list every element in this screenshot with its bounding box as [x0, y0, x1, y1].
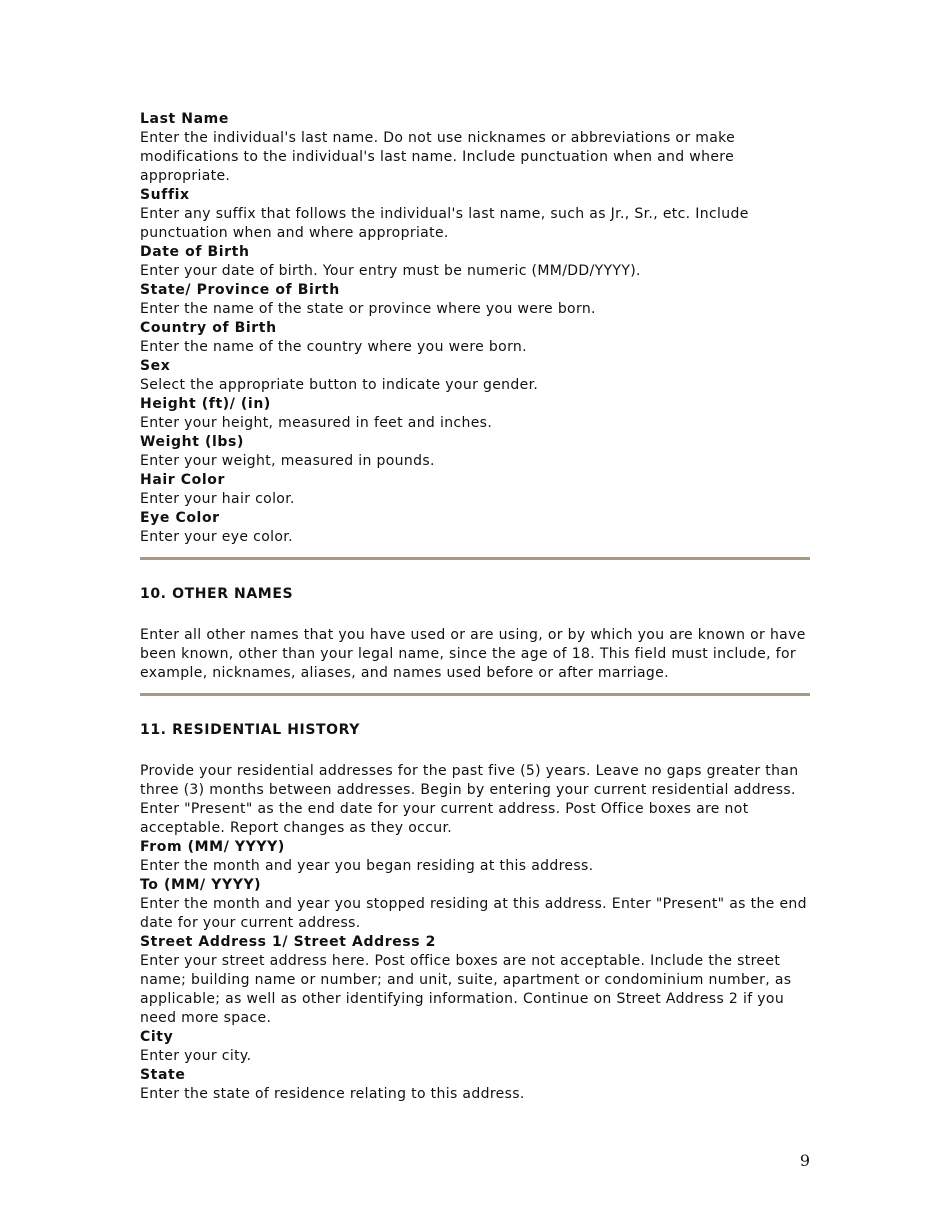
- section-title: 10. OTHER NAMES: [140, 586, 294, 602]
- section-divider: [140, 693, 810, 696]
- field-label: From (MM/ YYYY): [140, 839, 285, 855]
- field-label: To (MM/ YYYY): [140, 877, 262, 893]
- field-country-of-birth: [140, 319, 812, 357]
- field-suffix: [140, 186, 812, 243]
- field-description: Enter the name of the state or province where you were born.: [140, 301, 596, 317]
- section-divider: [140, 557, 810, 560]
- field-street-address: [140, 933, 812, 1028]
- field-description: Select the appropriate button to indicate your gender.: [140, 377, 539, 393]
- field-sex: [140, 357, 812, 395]
- field-description: Enter your city.: [140, 1048, 252, 1064]
- field-description: Enter the month and year you stopped residing at this address. Enter "Present" as the end date for your current address.: [140, 896, 807, 931]
- section-title: 11. RESIDENTIAL HISTORY: [140, 722, 361, 738]
- field-description: Enter the individual's last name. Do not use nicknames or abbreviations or make modifications to the individual's last name. Include punctuation when and where appropriate.: [140, 130, 736, 184]
- field-label: Sex: [140, 358, 171, 374]
- field-eye-color: [140, 509, 812, 547]
- field-label: State/ Province of Birth: [140, 282, 340, 298]
- field-label: State: [140, 1067, 186, 1083]
- field-description: Enter your weight, measured in pounds.: [140, 453, 435, 469]
- field-description: Enter your hair color.: [140, 491, 295, 507]
- field-city: [140, 1028, 812, 1066]
- section-description: Enter all other names that you have used or are using, or by which you are known or have been known, other than your legal name, since the age of 18. This field must include, for example, nicknames, aliases, and names used before or after marriage.: [140, 627, 806, 681]
- field-last-name: [140, 110, 812, 186]
- field-state-province-of-birth: [140, 281, 812, 319]
- page-number: 9: [799, 1151, 810, 1170]
- field-description: Enter the name of the country where you were born.: [140, 339, 527, 355]
- document-body: [140, 110, 812, 1104]
- field-label: City: [140, 1029, 174, 1045]
- field-description: Enter the month and year you began residing at this address.: [140, 858, 594, 874]
- section-residential-history: [140, 721, 812, 1104]
- field-label: Country of Birth: [140, 320, 277, 336]
- field-height: [140, 395, 812, 433]
- field-weight: [140, 433, 812, 471]
- field-label: Date of Birth: [140, 244, 250, 260]
- field-to: [140, 876, 812, 933]
- field-description: Enter your street address here. Post office boxes are not acceptable. Include the street name; building name or number; and unit, suite, apartment or condominium number, as applicable; as well as other identifying information. Continue on Street Address 2 if you need more space.: [140, 953, 792, 1026]
- field-description: Enter the state of residence relating to this address.: [140, 1086, 525, 1102]
- section-other-names: [140, 585, 812, 683]
- field-state: [140, 1066, 812, 1104]
- field-description: Enter your height, measured in feet and inches.: [140, 415, 493, 431]
- section-description: Provide your residential addresses for the past five (5) years. Leave no gaps greater than three (3) months between addresses. Begin by entering your current residential address. Enter "Present" as the end date for your current address. Post Office boxes are not acceptable. Report changes as they occur.: [140, 763, 799, 836]
- field-label: Street Address 1/ Street Address 2: [140, 934, 436, 950]
- field-label: Eye Color: [140, 510, 220, 526]
- field-date-of-birth: [140, 243, 812, 281]
- field-label: Height (ft)/ (in): [140, 396, 271, 412]
- field-description: Enter any suffix that follows the individual's last name, such as Jr., Sr., etc. Include punctuation when and where appropriate.: [140, 206, 749, 241]
- field-label: Suffix: [140, 187, 190, 203]
- field-hair-color: [140, 471, 812, 509]
- field-from: [140, 838, 812, 876]
- field-label: Weight (lbs): [140, 434, 244, 450]
- field-label: Hair Color: [140, 472, 225, 488]
- field-label: Last Name: [140, 111, 229, 127]
- field-description: Enter your date of birth. Your entry must be numeric (MM/DD/YYYY).: [140, 263, 641, 279]
- field-description: Enter your eye color.: [140, 529, 293, 545]
